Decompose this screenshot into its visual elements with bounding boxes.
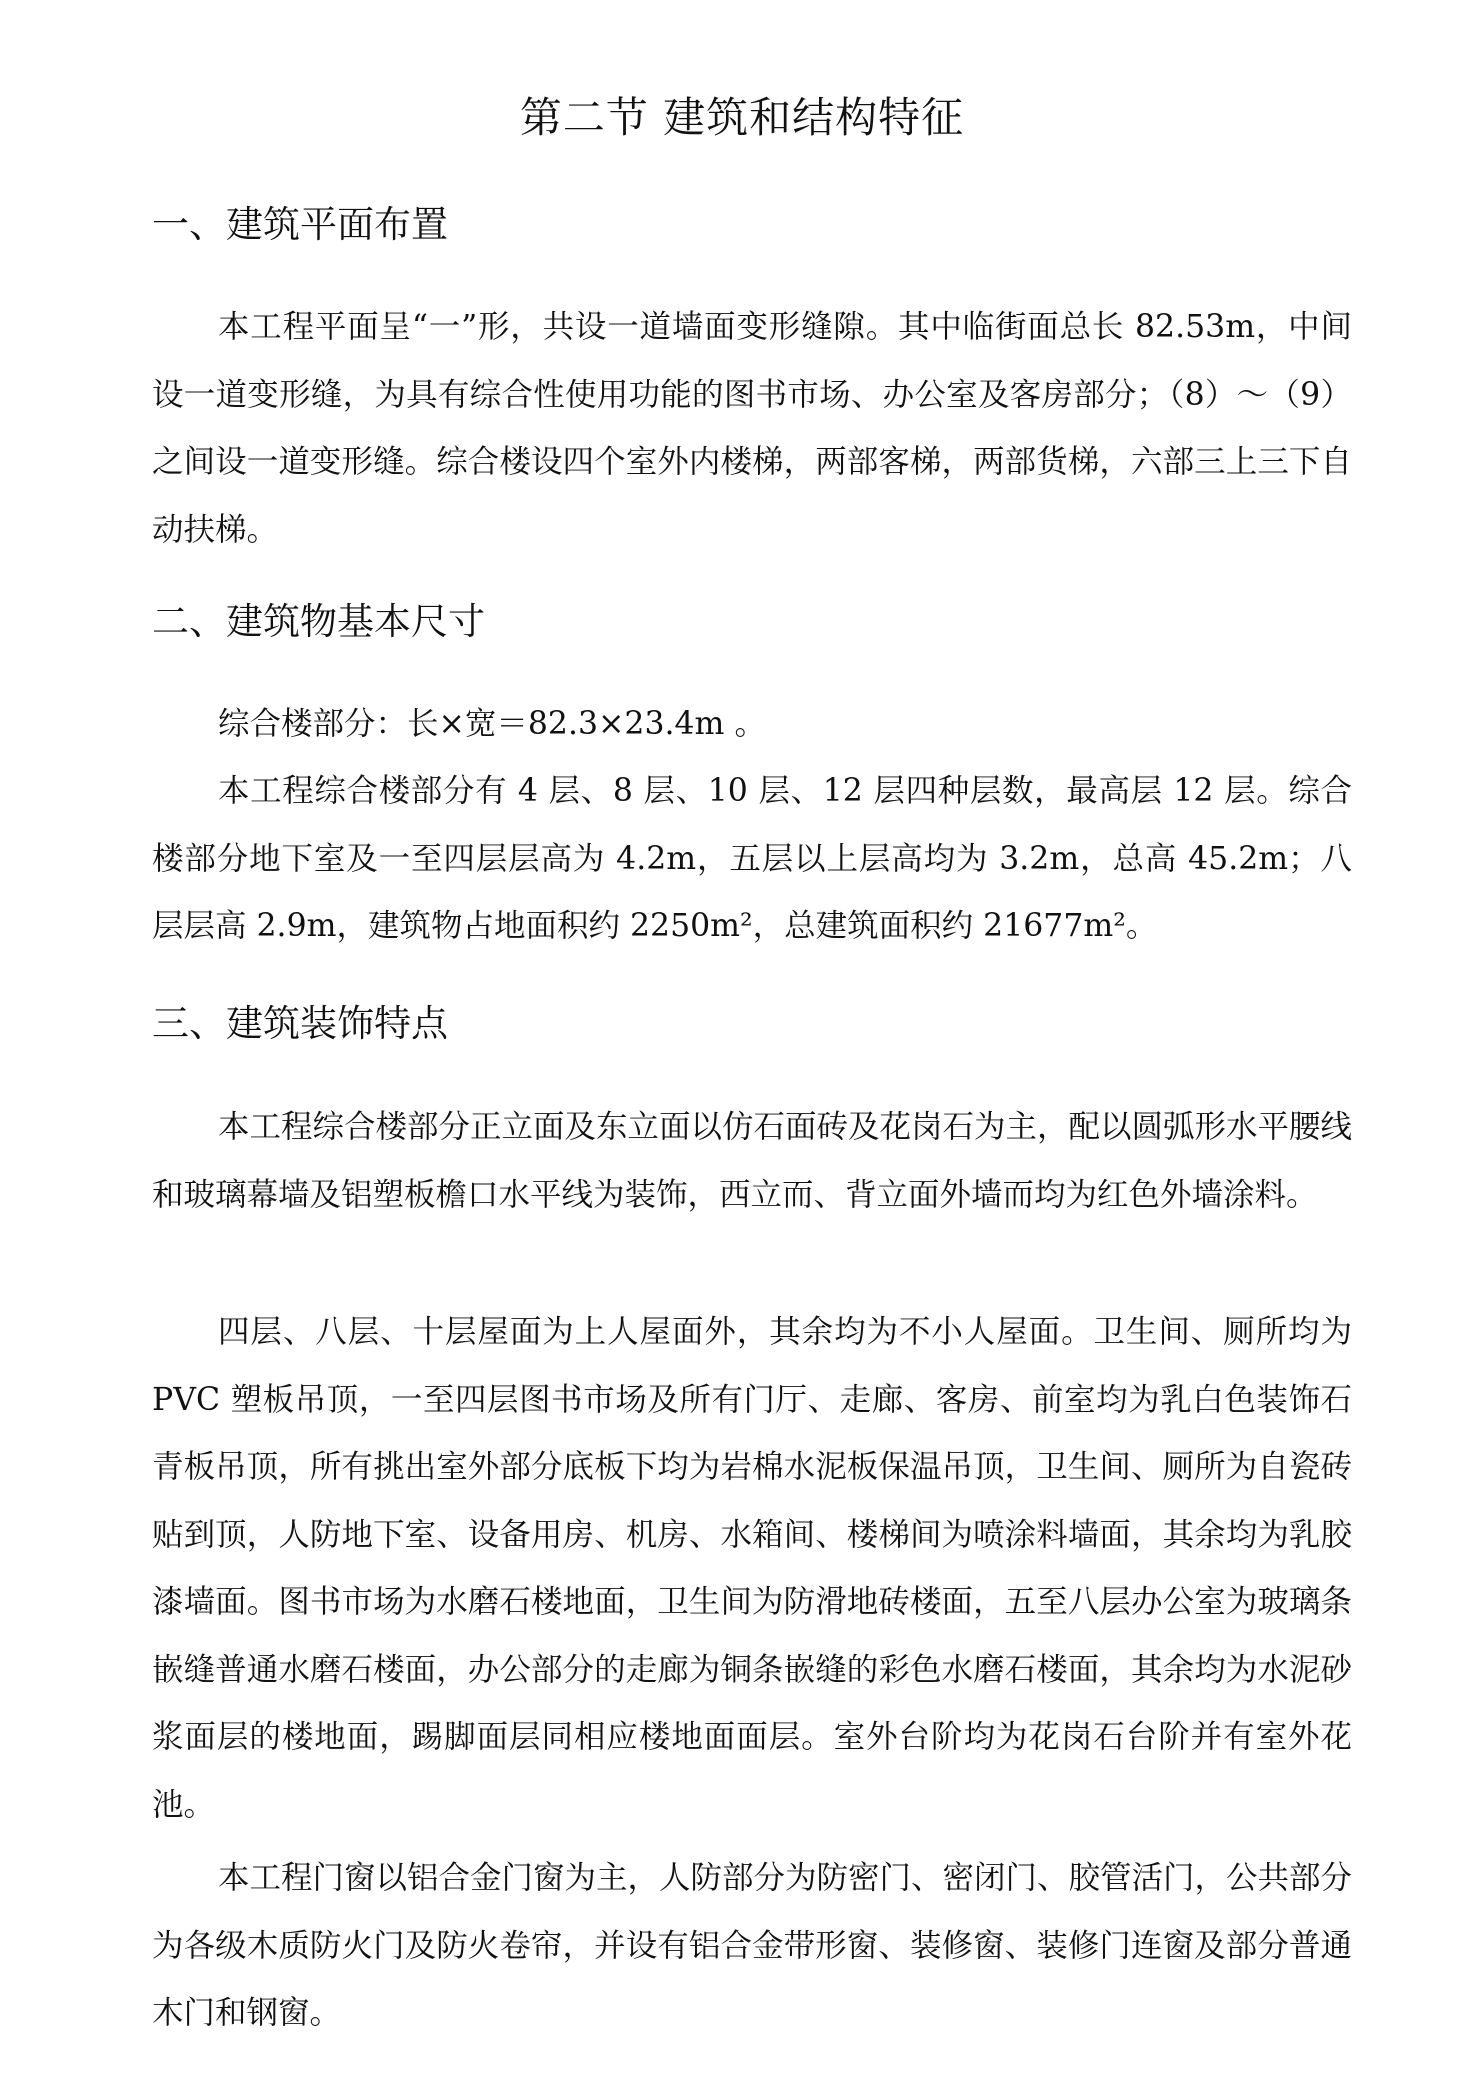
section-heading-2: 二、建筑物基本尺寸 — [152, 600, 485, 643]
section-1-paragraph-1: 本工程平面呈“一”形，共设一道墙面变形缝隙。其中临街面总长 82.53m，中间设一道变形缝，为具有综合性使用功能的图书市场、办公室及客房部分；（8）～（9）之间设一道变形缝。综合楼设四个室外内楼梯，两部客梯，两部货梯，六部三上三下自动扶梯。 — [152, 309, 1352, 548]
section-2-paragraph-1: 综合楼部分：长×宽＝82.3×23.4m 。 — [218, 706, 766, 742]
section-3-paragraph-3: 本工程门窗以铝合金门窗为主，人防部分为防密门、密闭门、胶管活门，公共部分为各级木质防火门及防火卷帘，并设有铝合金带形窗、装修窗、装修门连窗及部分普通木门和钢窗。 — [152, 1860, 1353, 2031]
section-heading-3: 三、建筑装饰特点 — [152, 1002, 448, 1045]
page-title: 第二节 建筑和结构特征 — [519, 93, 965, 142]
section-3-paragraph-2: 四层、八层、十层屋面为上人屋面外，其余均为不小人屋面。卫生间、厕所均为 PVC 塑板吊顶，一至四层图书市场及所有门厅、走廊、客房、前室均为乳白色装饰石青板吊顶，所有挑出室外部分底板下均为岩棉水泥板保温吊顶，卫生间、厕所为自瓷砖贴到顶，人防地下室、设备用房、机房、水箱间、楼梯间为喷涂料墙面，其余均为乳胶漆墙面。图书市场为水磨石楼地面，卫生间为防滑地砖楼面，五至八层办公室为玻璃条嵌缝普通水磨石楼面，办公部分的走廊为铜条嵌缝的彩色水磨石楼面，其余均为水泥砂浆面层的楼地面，踢脚面层同相应楼地面面层。室外台阶均为花岗石台阶并有室外花池。 — [152, 1314, 1352, 1823]
section-2-paragraph-2: 本工程综合楼部分有 4 层、8 层、10 层、12 层四种层数，最高层 12 层。综合楼部分地下室及一至四层层高为 4.2m，五层以上层高均为 3.2m，总高 45.2m；八层层高 2.9m，建筑物占地面积约 2250m²，总建筑面积约 21677m²。 — [152, 773, 1352, 944]
section-3-paragraph-1: 本工程综合楼部分正立面及东立面以仿石面砖及花岗石为主，配以圆弧形水平腰线和玻璃幕墙及铝塑板檐口水平线为装饰，西立而、背立面外墙而均为红色外墙涂料。 — [152, 1109, 1353, 1213]
section-heading-1: 一、建筑平面布置 — [152, 203, 448, 246]
